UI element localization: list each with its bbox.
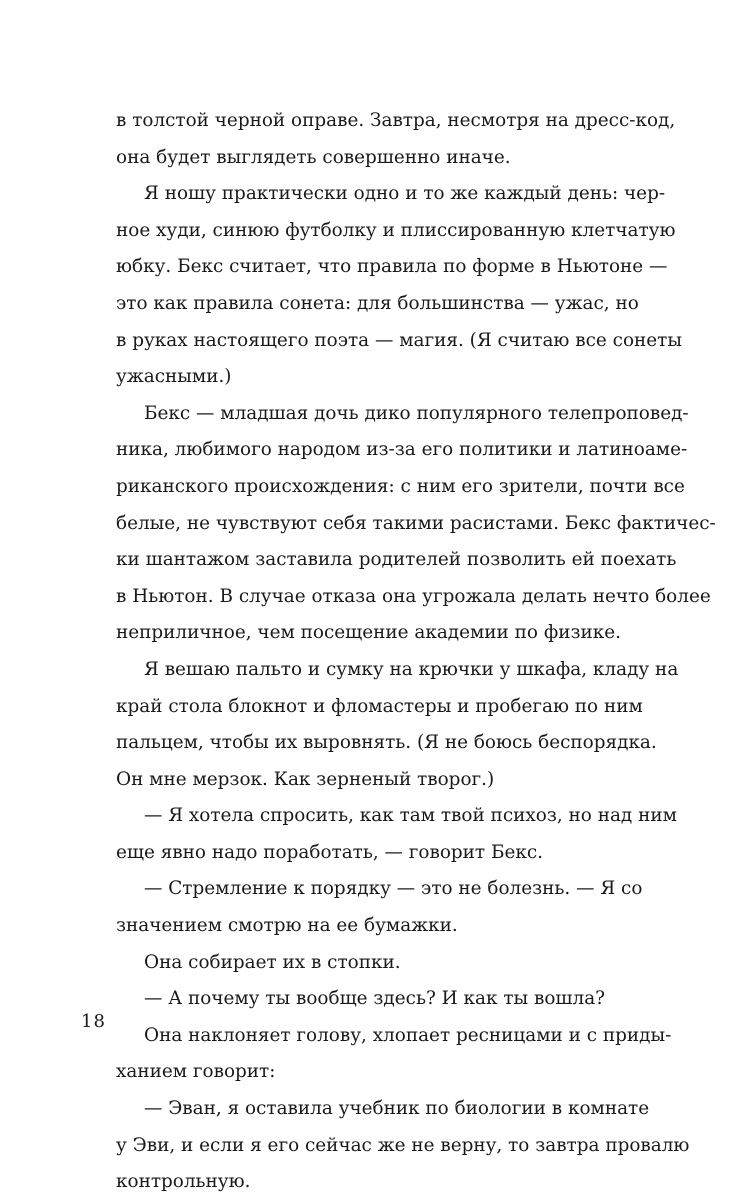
text-line [116,506,716,543]
text-line-content: — А почему ты вообще здесь? И как ты вошла? [144,988,606,1010]
text-line-content: Я ношу практически одно и то же каждый день: чер- [144,183,666,205]
text-line [116,469,685,506]
text-line-content: юбку. Бекс считает, что правила по форме в Ньютоне — [116,256,668,278]
text-line [116,323,682,360]
text-line [116,615,636,652]
text-line-content: в руках настоящего поэта — магия. (Я считаю все сонеты [116,329,682,351]
text-line-content: край стола блокнот и фломастеры и пробегаю по ним [116,695,643,717]
text-line [116,579,711,616]
text-line [116,981,636,1018]
text-line-content: значением смотрю на ее бумажки. [116,915,458,937]
text-line [116,213,676,250]
text-line [116,396,689,433]
text-line-content: риканского происхождения: с ним его зрители, почти все [116,475,685,497]
text-line [116,140,636,177]
text-line [116,542,677,579]
text-line [116,652,679,689]
text-line [116,176,666,213]
text-line-content: Он мне мерзок. Как зерненый творог.) [116,768,495,790]
text-line-content: Она собирает их в стопки. [144,951,401,973]
text-line-content: у Эви, и если я его сейчас же не верну, то завтра провалю [116,1134,690,1156]
text-line [116,689,643,726]
text-line-content: контрольную. [116,1171,251,1193]
text-line-content: Бекс — младшая дочь дико популярного телепроповед- [144,402,689,424]
text-line [116,908,636,945]
text-line-content: — Стремление к порядку — это не болезнь. — Я со [144,878,643,900]
text-line [116,1018,672,1055]
text-line-content: ное худи, синюю футболку и плиссированную клетчатую [116,219,676,241]
text-line-content: в толстой черной оправе. Завтра, несмотря на дресс-код, [116,110,676,131]
text-line-content: в Ньютон. В случае отказа она угрожала делать нечто более [116,585,711,607]
text-line [116,249,668,286]
page-number: 18 [81,1011,106,1032]
text-line-content: — Эван, я оставила учебник по биологии в комнате [144,1098,650,1120]
text-line-content: ки шантажом заставила родителей позволить ей поехать [116,549,677,571]
text-line [116,1054,636,1091]
text-line-content: белые, не чувствуют себя такими расистами. Бекс фактичес- [116,512,716,534]
text-line-content: ханием говорит: [116,1061,276,1083]
text-line [116,432,688,469]
body-text [116,103,716,1201]
text-line-content: еще явно надо поработать, — говорит Бекс. [116,841,543,863]
text-line [116,762,636,799]
text-line [116,798,677,835]
text-line-content: это как правила сонета: для большинства — ужас, но [116,292,639,314]
text-line-content: она будет выглядеть совершенно иначе. [116,146,511,168]
text-line [116,286,639,323]
text-line [116,725,657,762]
text-line [116,871,643,908]
text-line-content: пальцем, чтобы их выровнять. (Я не боюсь беспорядка. [116,732,657,754]
text-line-content: ника, любимого народом из-за его политики и латиноаме- [116,439,688,461]
text-line-content: ужасными.) [116,366,232,388]
text-line [116,835,636,872]
text-line-content: неприличное, чем посещение академии по физике. [116,622,621,644]
text-line-content: Она наклоняет голову, хлопает ресницами и с приды- [144,1024,672,1046]
text-line-content: Я вешаю пальто и сумку на крючки у шкафа, кладу на [144,658,679,680]
text-line [116,359,636,396]
text-line [116,1128,690,1165]
text-line [116,945,636,982]
text-line-content: — Я хотела спросить, как там твой психоз, но над ним [144,805,677,827]
text-line [116,1164,636,1201]
text-line [116,103,676,140]
text-line [116,1091,650,1128]
